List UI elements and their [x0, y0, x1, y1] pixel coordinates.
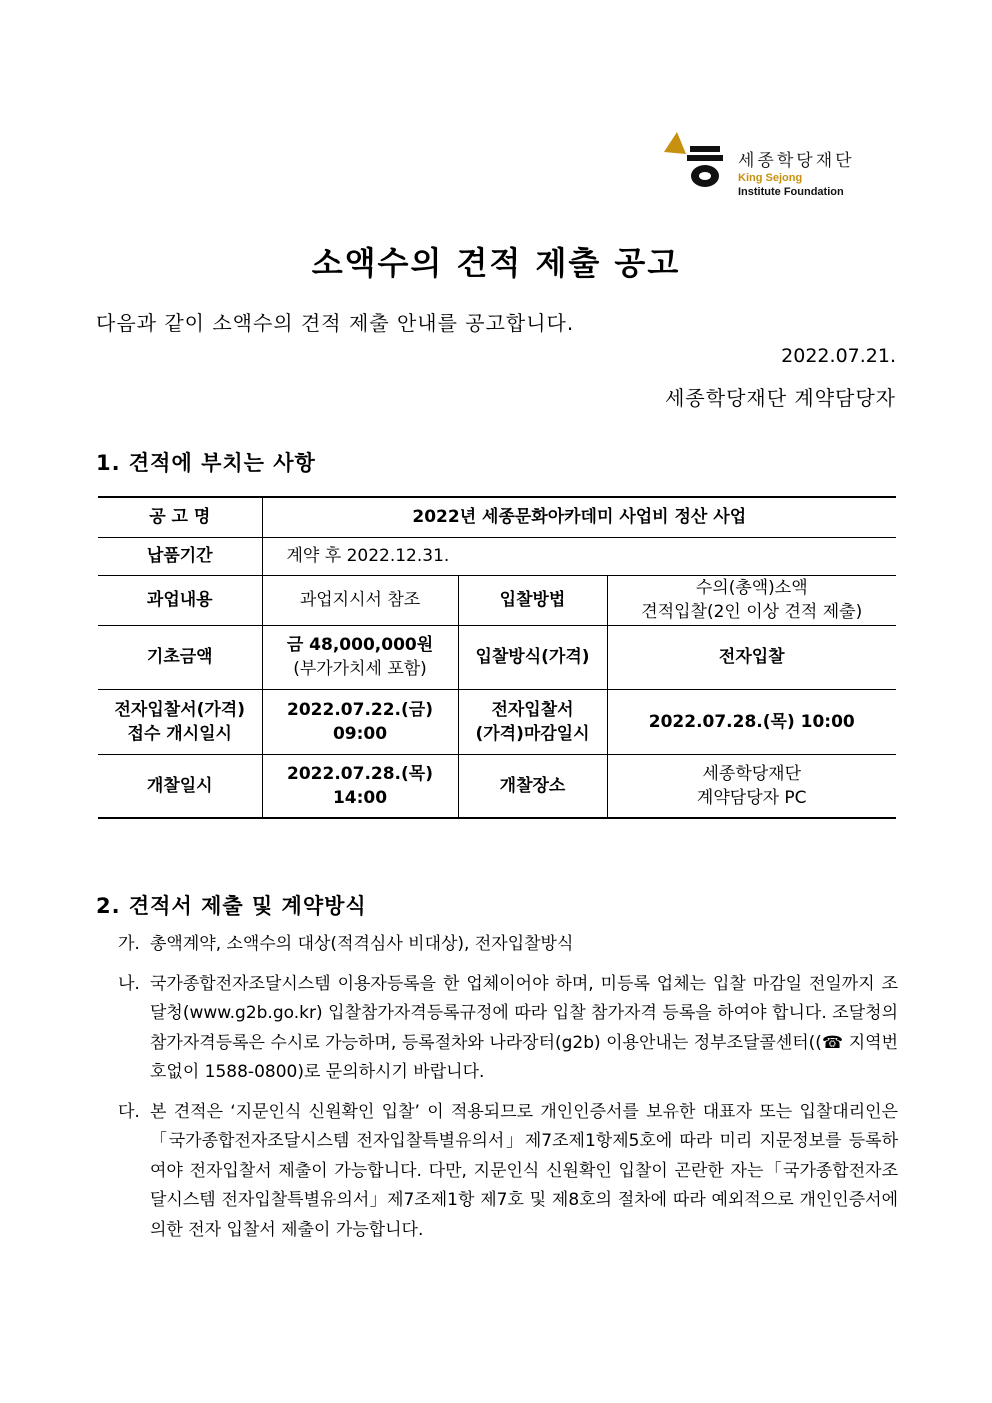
opening-label: 개찰일시	[98, 754, 262, 818]
base-amount-line1: 금 48,000,000원	[286, 635, 434, 655]
opening-value: 2022.07.28.(목) 14:00	[262, 754, 458, 818]
list-item	[118, 970, 898, 1088]
bid-info-table	[98, 496, 896, 819]
bid-type-label: 입찰방식(가격)	[458, 625, 607, 689]
bid-method-label: 입찰방법	[458, 575, 607, 625]
notice-date: 2022.07.21.	[781, 345, 896, 367]
foundation-logo	[660, 128, 900, 202]
bid-type-value: 전자입찰	[607, 625, 896, 689]
place-line2: 계약담당자 PC	[696, 787, 807, 808]
delivery-label: 납품기간	[98, 537, 262, 575]
bid-method-line2: 견적입찰(2인 이상 견적 제출)	[641, 602, 863, 622]
place-line1: 세종학당재단	[702, 763, 802, 784]
bid-method-value	[607, 575, 896, 625]
list-item	[118, 930, 898, 960]
notice-name-label: 공 고 명	[98, 497, 262, 537]
table-row	[98, 575, 896, 625]
list-item-text: 국가종합전자조달시스템 이용자등록을 한 업체이어야 하며, 미등록 업체는 입찰 마감일 전일까지 조달청(www.g2b.go.kr) 입찰참가자격등록규정에 따라 입찰 참가자격 등록을 하여야 합니다. 조달청의 참가자격등록은 수시로 가능하며, 등록절차와 나라장터(g2b) 이용안내는 정부조달콜센터((☎ 지역번호없이 1588-0800)로 문의하시기 바랍니다.	[150, 973, 898, 1082]
base-amount-line2: (부가가치세 포함)	[293, 659, 427, 679]
base-amount-label: 기초금액	[98, 625, 262, 689]
logo-english-name-line1: King Sejong	[738, 172, 803, 184]
logo-english-name-line2: Institute Foundation	[738, 186, 844, 198]
task-value: 과업지시서 참조	[262, 575, 458, 625]
notice-name-value: 2022년 세종문화아카데미 사업비 정산 사업	[262, 497, 896, 537]
list-item-text: 총액계약, 소액수의 대상(적격심사 비대상), 전자입찰방식	[150, 934, 574, 954]
table-row	[98, 497, 896, 537]
logo-korean-name: 세종학당재단	[738, 151, 855, 171]
close-label-line2: (가격)마감일시	[475, 723, 590, 744]
open-label-line2: 접수 개시일시	[127, 723, 232, 744]
section2-heading: 2. 견적서 제출 및 계약방식	[96, 894, 367, 918]
section1-heading: 1. 견적에 부치는 사항	[96, 451, 316, 475]
open-value: 2022.07.22.(금) 09:00	[262, 689, 458, 754]
task-label: 과업내용	[98, 575, 262, 625]
close-value: 2022.07.28.(목) 10:00	[607, 689, 896, 754]
list-item-text: 본 견적은 ‘지문인식 신원확인 입찰’ 이 적용되므로 개인인증서를 보유한 대표자 또는 입찰대리인은 「국가종합전자조달시스템 전자입찰특별유의서」제7조제1항제5호에 따라 미리 지문정보를 등록하여야 전자입찰서 제출이 가능합니다. 다만, 지문인식 신원확인 입찰이 곤란한 자는「국가종합전자조달시스템 전자입찰특별유의서」제7조제1항 제7호 및 제8호의 절차에 따라 예외적으로 개인인증서에 의한 전자 입찰서 제출이 가능합니다.	[150, 1101, 898, 1240]
open-label	[98, 689, 262, 754]
close-label-line1: 전자입찰서	[491, 699, 574, 720]
table-row	[98, 754, 896, 818]
list-item	[118, 1098, 898, 1246]
table-row	[98, 689, 896, 754]
table-row	[98, 537, 896, 575]
page-title: 소액수의 견적 제출 공고	[311, 244, 681, 282]
delivery-value: 계약 후 2022.12.31.	[262, 537, 896, 575]
open-label-line1: 전자입찰서(가격)	[114, 699, 245, 720]
close-label	[458, 689, 607, 754]
notice-signer: 세종학당재단 계약담당자	[665, 386, 896, 410]
list-item-marker: 가.	[118, 934, 140, 954]
base-amount-value	[262, 625, 458, 689]
bid-method-line1: 수의(총액)소액	[695, 578, 808, 598]
list-item-marker: 나.	[118, 973, 140, 994]
foundation-emblem-icon	[660, 128, 730, 198]
intro-text: 다음과 같이 소액수의 견적 제출 안내를 공고합니다.	[96, 311, 575, 335]
list-item-marker: 다.	[118, 1101, 140, 1122]
table-row	[98, 625, 896, 689]
place-label: 개찰장소	[458, 754, 607, 818]
section2-list	[118, 930, 898, 1255]
place-value	[607, 754, 896, 818]
